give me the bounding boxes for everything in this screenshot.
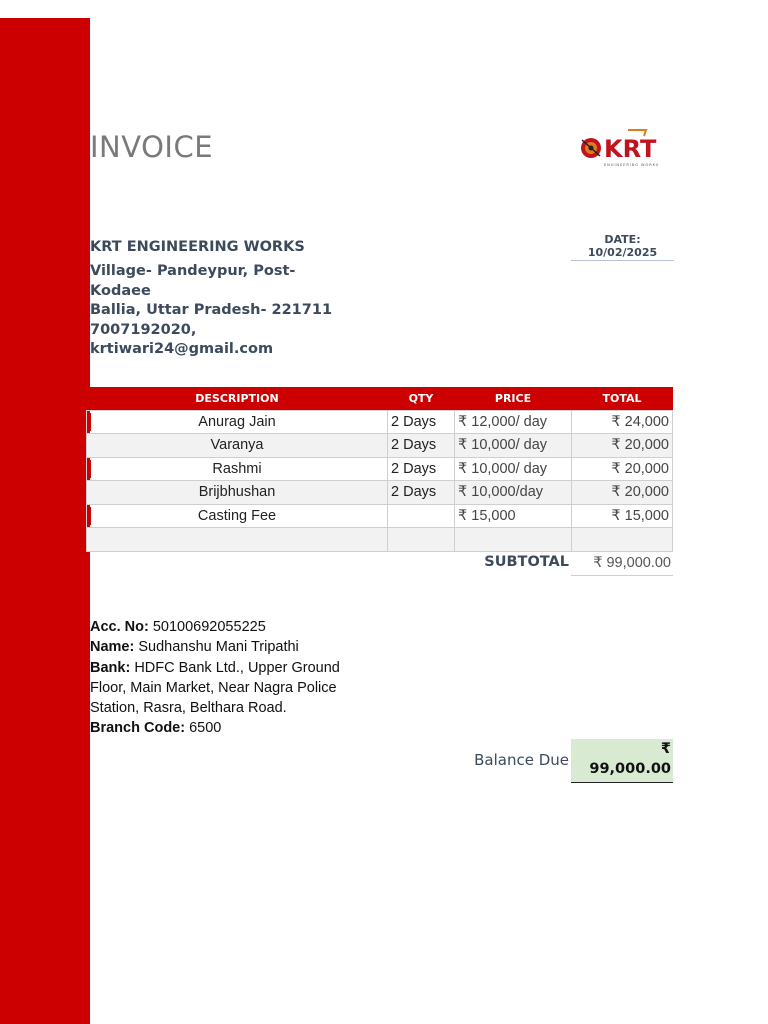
company-info [90,238,350,360]
table-row [87,457,673,481]
balance-due-label: Balance Due [474,751,569,769]
row-description: Casting Fee [197,507,277,524]
row-total: ₹ 20,000 [572,481,673,505]
subtotal-label: SUBTOTAL [484,554,569,570]
table-row [87,434,673,458]
company-address-line1: Village- Pandeypur, Post- [90,263,296,279]
date-value: 10/02/2025 [571,246,674,261]
date-block [571,233,674,261]
subtotal-value: ₹ 99,000.00 [571,552,673,576]
row-description: Varanya [210,437,264,454]
items-table [86,387,673,552]
date-label: DATE: [604,233,641,246]
row-price: ₹ 10,000/day [455,481,572,505]
header-description: DESCRIPTION [87,387,388,410]
account-name-label: Name: [90,639,135,656]
row-total: ₹ 24,000 [572,410,673,434]
account-name-value: Sudhanshu Mani Tripathi [138,639,299,656]
row-qty: 2 Days [388,410,455,434]
acc-value: 50100692055225 [152,619,266,635]
company-address-line2: Kodaee [90,282,151,299]
balance-amount: 99,000.00 [589,761,671,777]
bank-label: Bank: [90,659,131,676]
company-address-line3: Ballia, Uttar Pradesh- 221711 [90,302,333,318]
row-total: ₹ 20,000 [572,434,673,458]
row-marker [87,460,91,479]
row-marker [87,507,91,526]
table-row [87,410,673,434]
balance-due-value [571,739,673,783]
row-price: ₹ 10,000/ day [455,457,572,481]
row-marker [87,413,91,432]
row-description: Anurag Jain [198,413,276,430]
branch-code-label: Branch Code: [90,720,186,737]
acc-label: Acc. No: [90,619,149,635]
row-price: ₹ 15,000 [455,504,572,528]
table-row [87,528,673,552]
balance-currency: ₹ [660,741,671,757]
row-qty: 2 Days [388,434,455,458]
bank-value: HDFC Bank Ltd., Upper Ground Floor, Main Market, Near Nagra Police Station, Rasra, Belthara Road. [90,659,340,717]
row-total: ₹ 15,000 [572,504,673,528]
header-price: PRICE [455,387,572,410]
row-price [455,528,572,552]
row-qty [388,528,455,552]
krt-logo [574,126,672,170]
left-accent-bar [0,18,90,1024]
branch-code-value: 6500 [189,720,222,737]
bank-details [90,617,360,739]
row-price: ₹ 10,000/ day [455,434,572,458]
company-name: KRT ENGINEERING WORKS [90,239,305,255]
company-email: krtiwari24@gmail.com [90,341,274,357]
header-total: TOTAL [572,387,673,410]
row-description: Rashmi [212,460,262,477]
logo-text: KRT [604,135,657,163]
table-row [87,481,673,505]
row-qty: 2 Days [388,457,455,481]
header-qty: QTY [388,387,455,410]
logo-tagline: ENGINEERING WORKS [604,163,660,167]
company-phone: 7007192020, [90,321,197,338]
row-price: ₹ 12,000/ day [455,410,572,434]
row-total: ₹ 20,000 [572,457,673,481]
row-total [572,528,673,552]
table-row [87,504,673,528]
row-qty: 2 Days [388,481,455,505]
invoice-title: INVOICE [90,130,214,164]
row-description: Brijbhushan [198,484,276,501]
row-qty [388,504,455,528]
table-header-row [87,387,673,410]
